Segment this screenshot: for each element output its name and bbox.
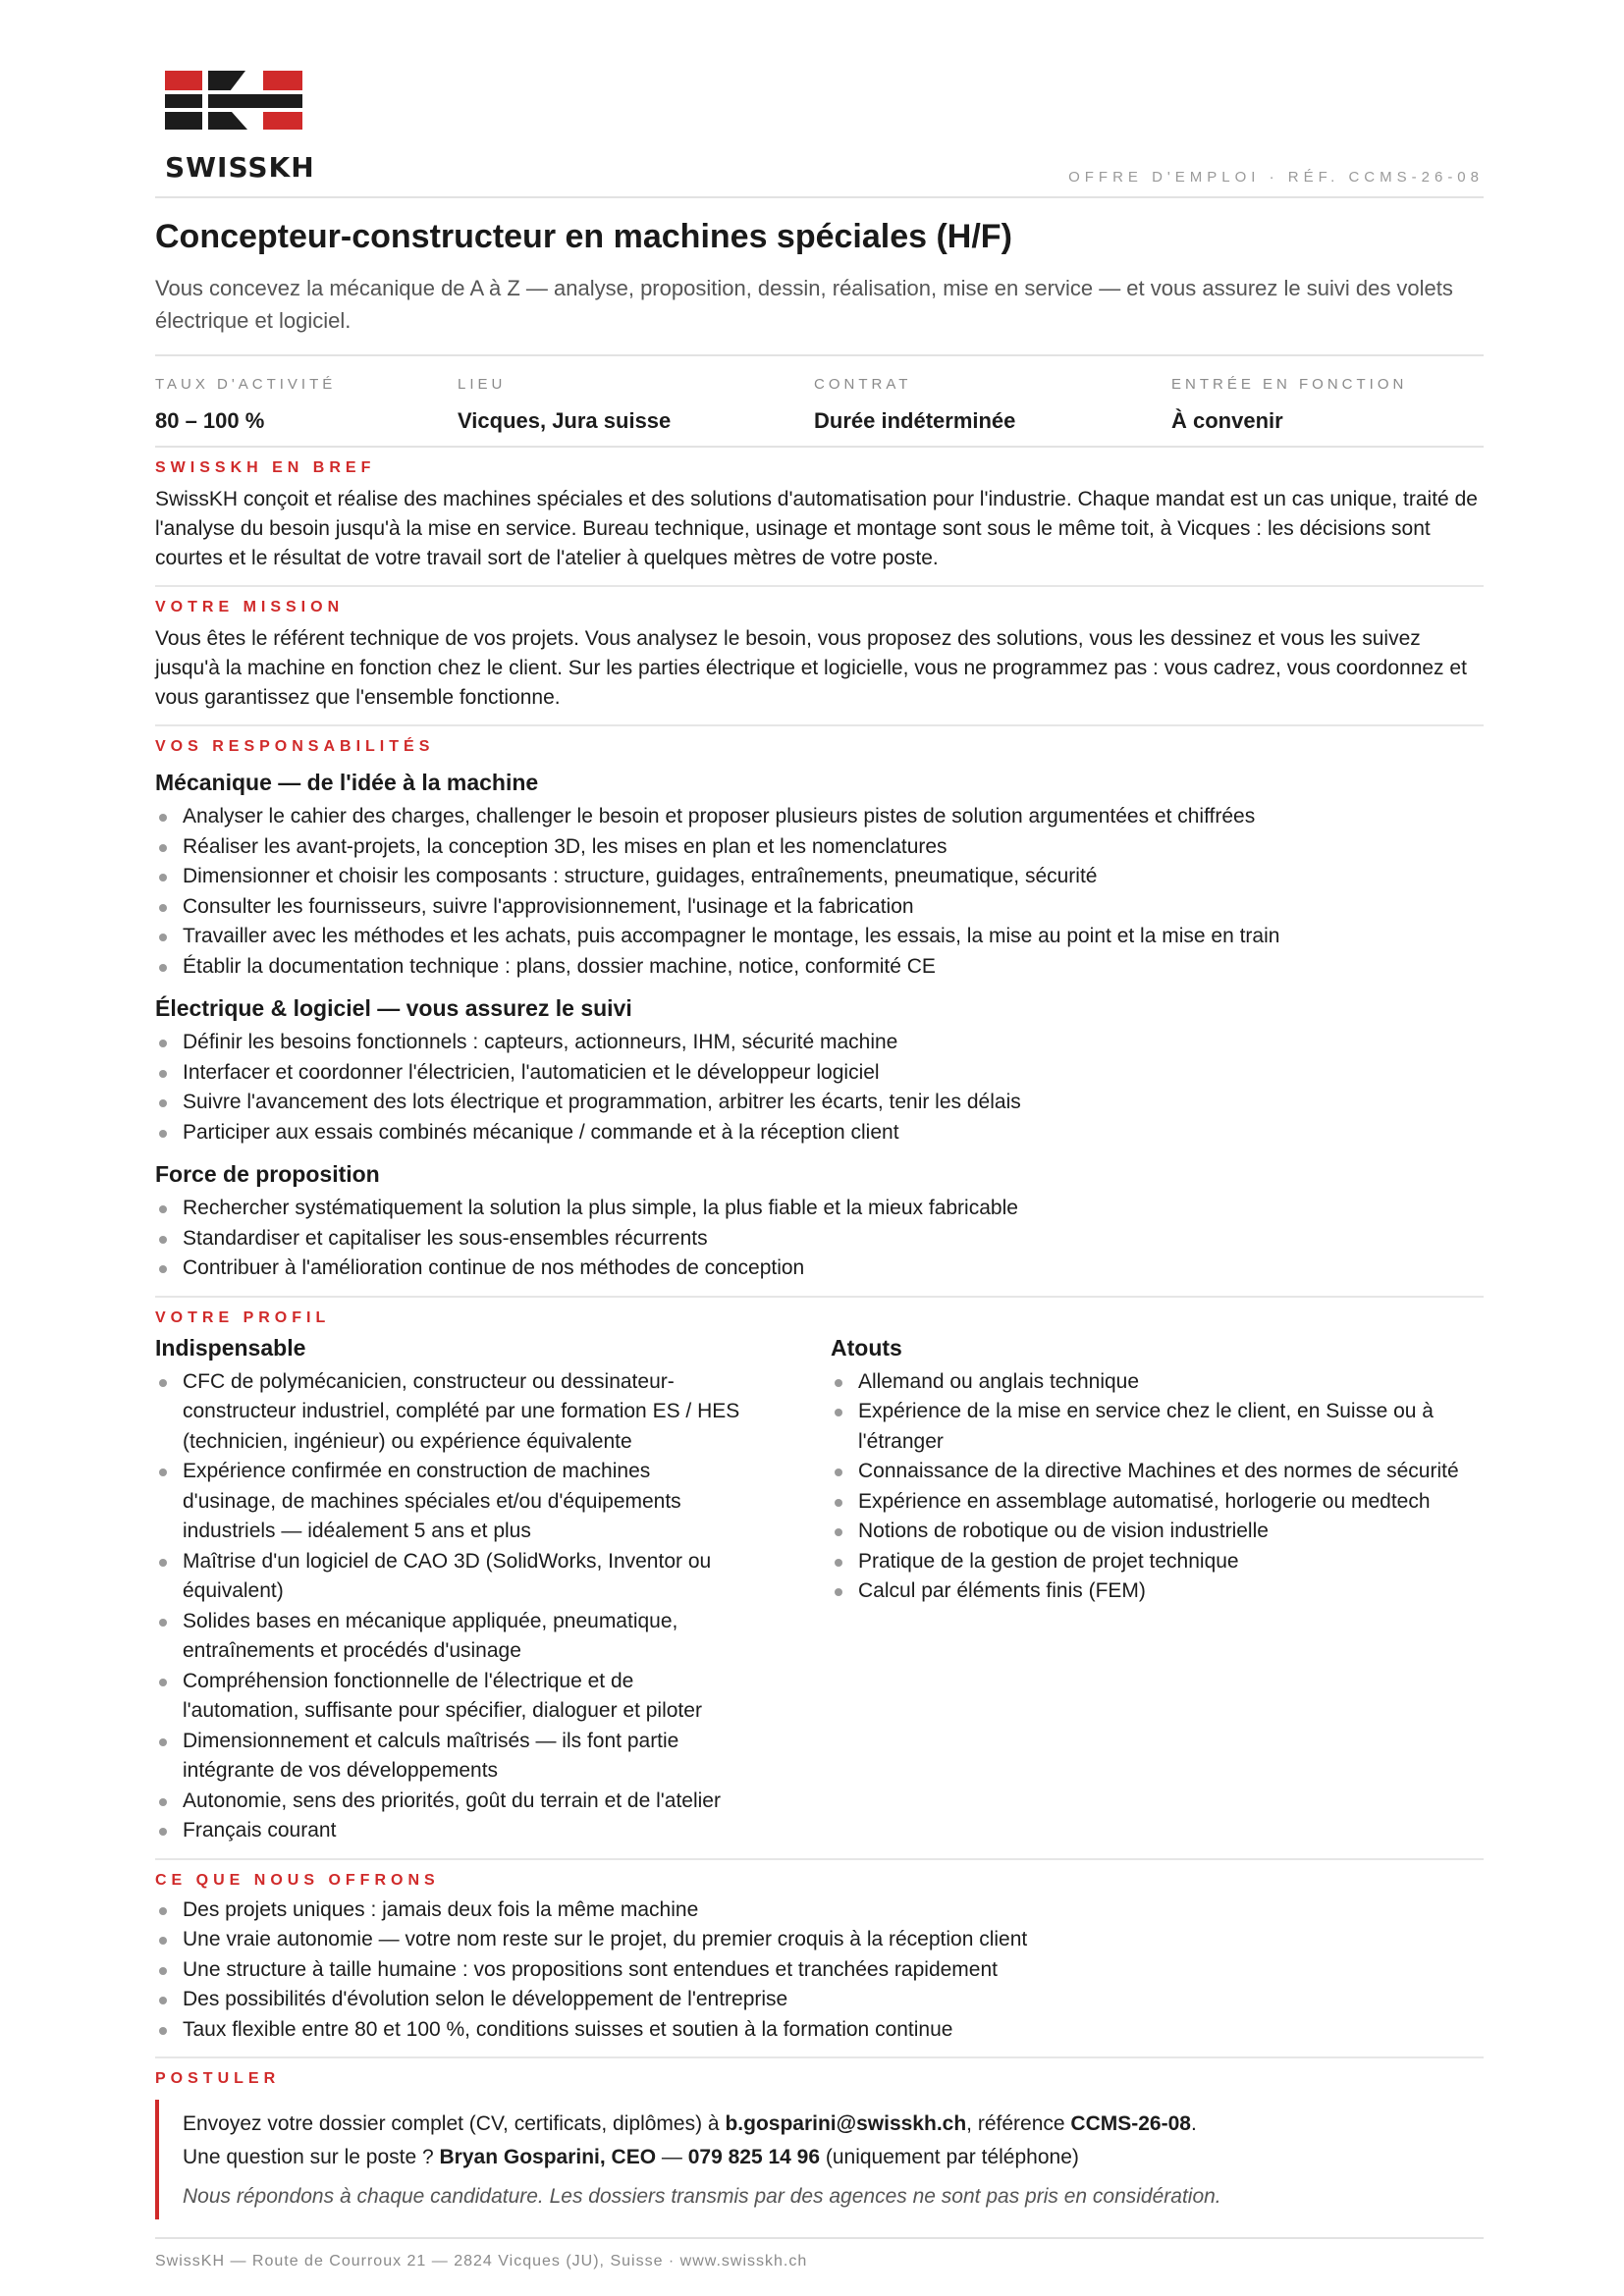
fact-rate — [155, 376, 458, 434]
job-title: Concepteur-constructeur en machines spéciales (H/F) — [155, 218, 1012, 255]
section-mission — [155, 599, 1484, 726]
section-profil — [155, 1309, 1484, 1860]
fact-label: CONTRAT — [814, 376, 912, 393]
list-item: Dimensionnement et calculs maîtrisés — ils font partie intégrante de vos développements — [155, 1727, 740, 1787]
subheading: Indispensable — [155, 1334, 306, 1361]
list-item: Français courant — [155, 1816, 740, 1846]
subheading: Force de proposition — [155, 1161, 380, 1187]
apply-text: (uniquement par téléphone) — [820, 2146, 1079, 2168]
list-item: Autonomie, sens des priorités, goût du terrain et de l'atelier — [155, 1787, 740, 1817]
list-item: Expérience en assemblage automatisé, horlogerie ou medtech — [831, 1487, 1484, 1518]
list-item: Des projets uniques : jamais deux fois la même machine — [155, 1896, 1484, 1926]
logo-mark — [165, 71, 302, 147]
fact-value: Durée indéterminée — [814, 408, 1016, 433]
apply-text: , référence — [966, 2112, 1071, 2135]
list-item: Notions de robotique ou de vision industrielle — [831, 1517, 1484, 1547]
section-title: CE QUE NOUS OFFRONS — [155, 1871, 440, 1889]
list-item: Analyser le cahier des charges, challenger le besoin et proposer plusieurs pistes de solution argumentées et chiffrées — [155, 802, 1484, 832]
list-item: Interfacer et coordonner l'électricien, l'automaticien et le développeur logiciel — [155, 1058, 1484, 1089]
logo-text: SWISSKH — [165, 151, 315, 184]
list-item: Une vraie autonomie — votre nom reste sur le projet, du premier croquis à la réception client — [155, 1925, 1484, 1955]
list-item: Calcul par éléments finis (FEM) — [831, 1576, 1484, 1607]
list-item: Suivre l'avancement des lots électrique et programmation, arbitrer les écarts, tenir les délais — [155, 1088, 1484, 1118]
key-facts — [155, 354, 1484, 448]
list-item: Taux flexible entre 80 et 100 %, conditions suisses et soutien à la formation continue — [155, 2015, 1484, 2046]
section-responsabilites — [155, 738, 1484, 1298]
section-postuler — [155, 2070, 1484, 2219]
fact-start — [1171, 376, 1407, 434]
bullet-list — [155, 1896, 1484, 2046]
subheading: Atouts — [831, 1334, 902, 1361]
list-item: Consulter les fournisseurs, suivre l'approvisionnement, l'usinage et la fabrication — [155, 892, 1484, 923]
bullet-list — [155, 1367, 740, 1846]
fact-location — [458, 376, 814, 434]
offer-reference: OFFRE D'EMPLOI · RÉF. CCMS-26-08 — [1068, 169, 1484, 186]
fact-label: ENTRÉE EN FONCTION — [1171, 376, 1408, 393]
fact-label: LIEU — [458, 376, 507, 393]
reference-code: CCMS-26-08 — [1070, 2112, 1191, 2135]
bullet-list — [831, 1367, 1484, 1607]
list-item: Définir les besoins fonctionnels : capteurs, actionneurs, IHM, sécurité machine — [155, 1028, 1484, 1058]
profil-columns — [155, 1327, 1484, 1846]
list-item: Expérience confirmée en construction de machines d'usinage, de machines spéciales et/ou d'équipements industriels — idéalement 5 ans et plus — [155, 1457, 740, 1547]
apply-note: Nous répondons à chaque candidature. Les dossiers transmis par des agences ne sont pas pris en considération. — [183, 2185, 1221, 2208]
list-item: Expérience de la mise en service chez le client, en Suisse ou à l'étranger — [831, 1397, 1484, 1457]
apply-box — [155, 2100, 1484, 2219]
fact-contract — [814, 376, 1171, 434]
list-item: Contribuer à l'amélioration continue de nos méthodes de conception — [155, 1254, 1484, 1284]
profil-required — [155, 1327, 764, 1846]
apply-line-contact — [183, 2141, 1484, 2174]
bullet-list — [155, 802, 1484, 982]
section-title: SWISSKH EN BREF — [155, 459, 376, 476]
list-item: Travailler avec les méthodes et les achats, puis accompagner le montage, les essais, la mise au point et la mise en train — [155, 922, 1484, 952]
section-text: Vous êtes le référent technique de vos projets. Vous analysez le besoin, vous proposez des solutions, vous les dessinez et vous les suivez jusqu'à la machine en fonction chez le client. Sur les parties électrique et logicielle, vous ne programmez pas : vous cadrez, vous coordonnez et vous garantissez que l'ensemble fonctionne. — [155, 627, 1467, 709]
header-divider — [155, 196, 1484, 198]
subheading: Électrique & logiciel — vous assurez le suivi — [155, 995, 632, 1021]
phone-number[interactable]: 079 825 14 96 — [687, 2146, 821, 2168]
page-header — [155, 0, 1484, 196]
apply-text: . — [1190, 2112, 1197, 2135]
list-item: Solides bases en mécanique appliquée, pneumatique, entraînements et procédés d'usinage — [155, 1607, 740, 1667]
fact-value: Vicques, Jura suisse — [458, 408, 672, 433]
list-item: Participer aux essais combinés mécanique / commande et à la réception client — [155, 1118, 1484, 1148]
subheading: Mécanique — de l'idée à la machine — [155, 770, 539, 795]
apply-text: — — [656, 2146, 688, 2168]
bullet-list — [155, 1028, 1484, 1148]
list-item: Une structure à taille humaine : vos propositions sont entendues et tranchées rapidement — [155, 1955, 1484, 1986]
page-footer: SwissKH — Route de Courroux 21 — 2824 Vicques (JU), Suisse · www.swisskh.ch — [155, 2237, 1484, 2270]
list-item: Des possibilités d'évolution selon le développement de l'entreprise — [155, 1985, 1484, 2015]
section-title: VOTRE PROFIL — [155, 1308, 331, 1326]
list-item: CFC de polymécanicien, constructeur ou dessinateur-constructeur industriel, complété par une formation ES / HES (technicien, ingénieur) ou expérience équivalente — [155, 1367, 740, 1458]
email-link[interactable]: b.gosparini@swisskh.ch — [725, 2112, 967, 2135]
fact-value: À convenir — [1171, 408, 1283, 433]
section-bref — [155, 459, 1484, 587]
list-item: Pratique de la gestion de projet technique — [831, 1547, 1484, 1577]
list-item: Rechercher systématiquement la solution la plus simple, la plus fiable et la mieux fabricable — [155, 1194, 1484, 1224]
swisskh-logo — [165, 71, 315, 184]
list-item: Standardiser et capitaliser les sous-ensembles récurrents — [155, 1224, 1484, 1255]
list-item: Dimensionner et choisir les composants : structure, guidages, entraînements, pneumatique, sécurité — [155, 862, 1484, 892]
list-item: Allemand ou anglais technique — [831, 1367, 1484, 1398]
section-offre — [155, 1872, 1484, 2059]
list-item: Réaliser les avant-projets, la conception 3D, les mises en plan et les nomenclatures — [155, 832, 1484, 863]
apply-text: Envoyez votre dossier complet (CV, certificats, diplômes) à — [183, 2112, 726, 2135]
fact-value: 80 – 100 % — [155, 408, 265, 433]
apply-line-email — [183, 2108, 1484, 2141]
list-item: Établir la documentation technique : plans, dossier machine, notice, conformité CE — [155, 952, 1484, 983]
section-title: VOS RESPONSABILITÉS — [155, 738, 435, 755]
job-lead: Vous concevez la mécanique de A à Z — analyse, proposition, dessin, réalisation, mise en service — et vous assurez le suivi des volets électrique et logiciel. — [155, 276, 1453, 333]
apply-text: Une question sur le poste ? — [183, 2146, 440, 2168]
list-item: Maîtrise d'un logiciel de CAO 3D (SolidWorks, Inventor ou équivalent) — [155, 1547, 740, 1607]
contact-name: Bryan Gosparini, CEO — [439, 2146, 657, 2168]
section-title: POSTULER — [155, 2070, 281, 2087]
section-text: SwissKH conçoit et réalise des machines spéciales et des solutions d'automatisation pour l'industrie. Chaque mandat est un cas unique, traité de l'analyse du besoin jusqu'à la mise en service. Bureau technique, usinage et montage sont sous le même toit, à Vicques : les décisions sont courtes et le résultat de votre travail sort de l'atelier à quelques mètres de votre poste. — [155, 488, 1478, 569]
bullet-list — [155, 1194, 1484, 1284]
list-item: Compréhension fonctionnelle de l'électrique et de l'automation, suffisante pour spécifier, dialoguer et piloter — [155, 1667, 740, 1727]
profil-assets — [764, 1327, 1484, 1846]
fact-label: TAUX D'ACTIVITÉ — [155, 376, 337, 393]
section-title: VOTRE MISSION — [155, 599, 345, 615]
list-item: Connaissance de la directive Machines et des normes de sécurité — [831, 1457, 1484, 1487]
